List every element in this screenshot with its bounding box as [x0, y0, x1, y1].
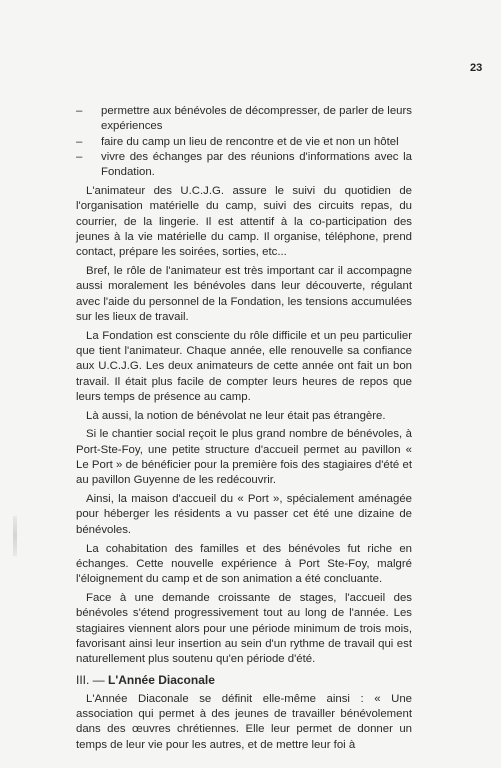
bullet-text: faire du camp un lieu de rencontre et de vie et non un hôtel: [101, 135, 399, 148]
paragraph: L'animateur des U.C.J.G. assure le suivi du quotidien de l'organisation matérielle du camp, suivi des circuits repas, du courrier, de la lingerie. Il est attentif à la co-participation des jeunes à la vie matérielle du camp. Il organise, téléphone, prend contact, prépare les soirées, sorties, etc...: [76, 184, 412, 259]
bullet-text: permettre aux bénévoles de décompresser, de parler de leurs expériences: [101, 105, 412, 133]
page-number: 23: [470, 62, 483, 74]
paragraph: Ainsi, la maison d'accueil du « Port », spécialement aménagée pour héberger les résidents a vu passer cet été une dizaine de bénévoles.: [76, 493, 412, 536]
bullet-dash: –: [76, 105, 83, 117]
section-number: III. —: [76, 673, 105, 688]
paragraph: Là aussi, la notion de bénévolat ne leur était pas étrangère.: [86, 409, 386, 422]
section-title: L'Année Diaconale: [108, 673, 215, 688]
paragraph: Si le chantier social reçoit le plus grand nombre de bénévoles, à Port-Ste-Foy, une petite structure d'accueil permet au pavillon « Le Port » de bénéficier pour la première fois des stagiaires d'été et au pavillon Guyenne de les redécouvrir.: [76, 428, 412, 487]
bullet-item: [76, 104, 412, 135]
margin-scan-mark: [13, 516, 17, 556]
paragraph: La cohabitation des familles et des bénévoles fut riche en échanges. Cette nouvelle expérience à Port Ste-Foy, malgré l'éloignement du camp et de son animation a été concluante.: [76, 542, 412, 586]
bullet-text: vivre des échanges par des réunions d'informations avec la Fondation.: [101, 150, 412, 179]
paragraph: Bref, le rôle de l'animateur est très important car il accompagne aussi moralement les bénévoles dans leur découverte, régulant avec l'aide du personnel de la Fondation, les tensions accumulées sur les lieux de travail.: [76, 264, 412, 323]
page-body: [76, 104, 412, 756]
section-heading: [76, 673, 412, 688]
bullet-item: [76, 150, 412, 181]
paragraph: La Fondation est consciente du rôle difficile et un peu particulier que tient l'animateur. Chaque année, elle renouvelle sa confiance aux U.C.J.G. Les deux animateurs de cette année ont fait un bon travail. Il était plus facile de compter leurs heures de repos que leurs temps de présence au camp.: [76, 329, 412, 403]
paragraph: Face à une demande croissante de stages, l'accueil des bénévoles s'étend progressivement tout au long de l'année. Les stagiaires viennent alors pour une période minimum de trois mois, favorisant ainsi leur insertion au sein d'un rythme de travail qui est naturellement plus soutenu qu'en période d'été.: [76, 591, 412, 666]
bullet-item: [76, 135, 412, 150]
paragraph: L'Année Diaconale se définit elle-même ainsi : « Une association qui permet à des jeunes de travailler bénévolement dans des œuvres chrétiennes. Elle leur permet de donner un temps de leur vie pour les autres, et de mettre leur foi à: [76, 692, 412, 751]
bullet-dash: –: [76, 150, 83, 163]
bullet-dash: –: [76, 135, 83, 148]
